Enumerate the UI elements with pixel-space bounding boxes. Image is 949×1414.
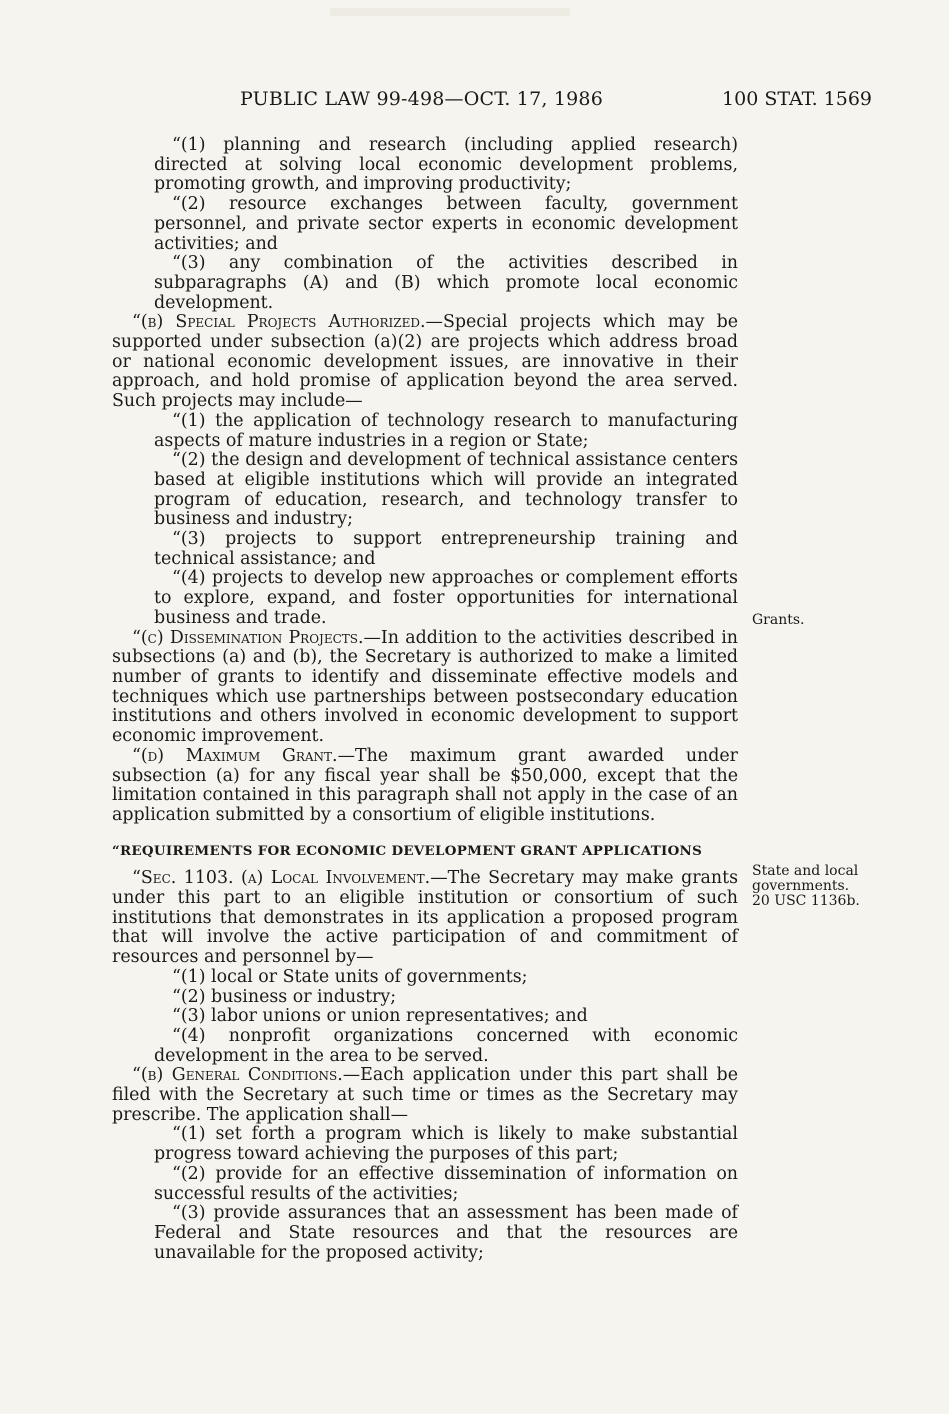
paragraph-1103-a-2: “(2) business or industry; — [172, 986, 397, 1007]
paragraph-1103-a-4: “(4) nonprofit organizations concerned with economic development in the area to be served. — [154, 1025, 738, 1066]
subsection-b-heading: “(b) Special Projects Authorized. — [132, 312, 426, 333]
subsection-c-heading: “(c) Dissemination Projects. — [132, 627, 364, 648]
margin-note-state-local — [752, 864, 872, 909]
statute-text — [112, 136, 738, 1263]
subsection-b — [112, 313, 738, 412]
subsection-b-text: —Special projects which may be supported under subsection (a)(2) are projects which address broad or national economic development issues, are innovative in their approach, and hold promise of application beyond the area served. Such projects may include— — [112, 312, 738, 412]
paragraph-b-1: “(1) the application of technology research to manufacturing aspects of mature industries in a region or State; — [154, 410, 738, 451]
margin-note-line-1: State and local — [752, 863, 859, 879]
paragraph-a-3: “(3) any combination of the activities described in subparagraphs (A) and (B) which promote local economic development. — [154, 253, 738, 313]
subsection-d-text: —The maximum grant awarded under subsection (a) for any fiscal year shall be $50,000, except that the limitation contained in this paragraph shall not apply in the case of an application submitted by a consortium of eligible institutions. — [112, 745, 738, 825]
section-1103-a — [112, 869, 738, 968]
paragraph-1103-b-1: “(1) set forth a program which is likely to make substantial progress toward achieving the purposes of this part; — [154, 1124, 738, 1165]
subsection-c-text: —In addition to the activities described in subsections (a) and (b), the Secretary is authorized to make a limited number of grants to identify and disseminate effective models and techniques which use partnerships between postsecondary education institutions and others involved in economic development to support economic improvement. — [112, 627, 738, 747]
paragraph-b-4: “(4) projects to develop new approaches or complement efforts to explore, expand, and foster opportunities for international business and trade. — [154, 568, 738, 628]
section-1103-text: —The Secretary may make grants under this part to an eligible institution or consortium of such institutions that demonstrates in its application a proposed program that will involve the active participation of and commitment of resources and personnel by— — [112, 868, 739, 968]
section-1103-b — [112, 1066, 738, 1125]
subsection-d — [112, 747, 738, 826]
paragraph-b-2: “(2) the design and development of technical assistance centers based at eligible institutions which will provide an integrated program of education, research, and technology transfer to business and industry; — [154, 450, 738, 530]
page-header — [112, 88, 872, 118]
paragraph-a-1: “(1) planning and research (including applied research) directed at solving local economic development problems, promoting growth, and improving productivity; — [154, 135, 738, 195]
margin-note-line-2: governments. — [752, 878, 850, 894]
running-head: PUBLIC LAW 99-498—OCT. 17, 1986 — [240, 88, 604, 110]
margin-note-usc: 20 USC 1136b. — [752, 893, 860, 909]
section-1103-heading: “Sec. 1103. (a) Local Involvement. — [132, 868, 431, 889]
bleed-through-mark — [330, 8, 570, 16]
page-number: 100 STAT. 1569 — [722, 88, 872, 110]
paragraph-1103-a-3: “(3) labor unions or union representatives; and — [172, 1006, 588, 1027]
paragraph-1103-b-2: “(2) provide for an effective dissemination of information on successful results of the activities; — [154, 1163, 738, 1204]
section-1103-b-heading: “(b) General Conditions. — [132, 1065, 343, 1086]
section-1103-b-text: —Each application under this part shall be filed with the Secretary at such time or times as the Secretary may prescribe. The application shall— — [112, 1065, 738, 1125]
subsection-c — [112, 629, 738, 747]
margin-note-grants: Grants. — [752, 612, 805, 628]
subsection-d-heading: “(d) Maximum Grant. — [132, 745, 338, 766]
paragraph-b-3: “(3) projects to support entrepreneurship training and technical assistance; and — [154, 529, 738, 569]
section-heading: “REQUIREMENTS FOR ECONOMIC DEVELOPMENT GRANT APPLICATIONS — [112, 842, 703, 859]
paragraph-1103-b-3: “(3) provide assurances that an assessment has been made of Federal and State resources and that the resources are unavailable for the proposed activity; — [154, 1203, 738, 1263]
paragraph-1103-a-1: “(1) local or State units of governments; — [172, 966, 528, 987]
paragraph-a-2: “(2) resource exchanges between faculty, government personnel, and private sector experts in economic development activities; and — [154, 194, 738, 254]
